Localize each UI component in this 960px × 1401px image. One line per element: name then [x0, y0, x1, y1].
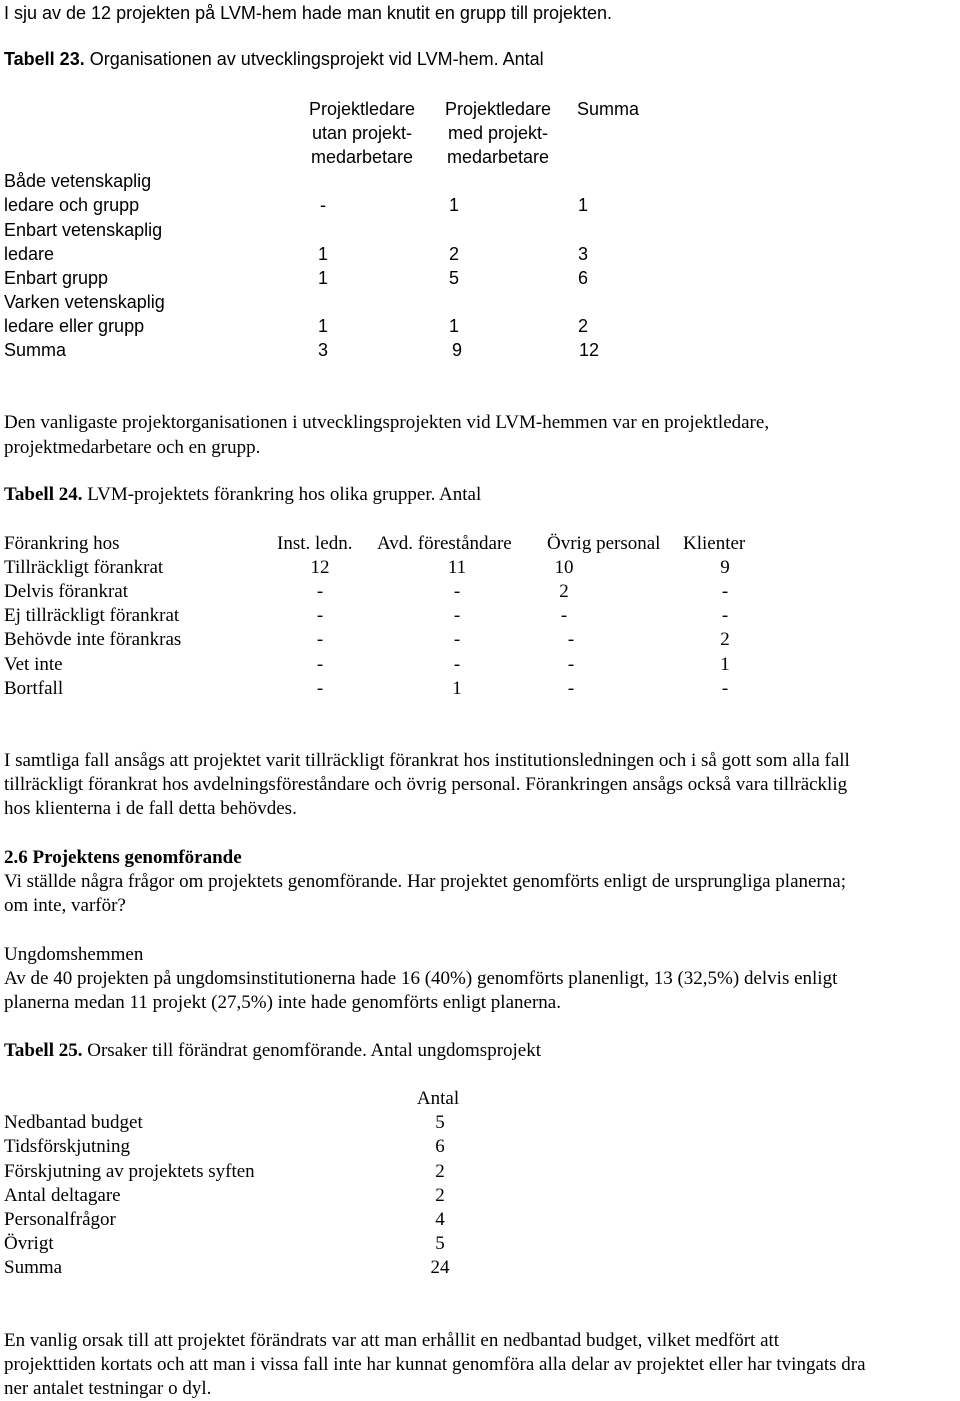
table23-row3-v2: 5	[448, 268, 459, 288]
para1-line1: Den vanligaste projektorganisationen i utvecklingsprojekten vid LVM-hemmen var en projektledare,	[4, 412, 770, 433]
table23-row2-v3: 3	[577, 244, 588, 264]
table24-row1-v2: 11	[447, 557, 467, 578]
table25-row1-label: Nedbantad budget	[4, 1112, 143, 1133]
subsection-line2: planerna medan 11 projekt (27,5%) inte hade genomförts enligt planerna.	[4, 992, 561, 1013]
table24-row4-label: Behövde inte förankras	[4, 629, 182, 650]
table24-label: Tabell 24.	[4, 484, 83, 505]
table24-row2-label: Delvis förankrat	[4, 581, 128, 602]
table24-row6-v1: -	[316, 678, 324, 699]
table23-row1-v3: 1	[577, 195, 588, 215]
table24-row5-v4: 1	[720, 654, 730, 675]
table25-header: Antal	[416, 1088, 460, 1109]
table24-header-0: Förankring hos	[4, 533, 120, 554]
table25-row7-label: Summa	[4, 1257, 63, 1278]
table24-header-2: Avd. föreståndare	[377, 533, 512, 554]
table24-title: LVM-projektets förankring hos olika grupper. Antal	[87, 484, 482, 505]
table23-row5-v1: 3	[317, 340, 328, 360]
table23-row4-v3: 2	[577, 316, 588, 336]
table23-row1-label1: Både vetenskaplig	[4, 171, 152, 191]
table23-row2-label1: Enbart vetenskaplig	[4, 220, 163, 240]
table23-col1-line2: utan projekt-	[311, 123, 413, 143]
table24-row2-v4: -	[721, 581, 729, 602]
table23-unit: Antal	[502, 49, 544, 69]
table24-row6-v3: -	[567, 678, 575, 699]
table23-row5-v3: 12	[578, 340, 600, 360]
table24-row2-v3: 2	[559, 581, 569, 602]
table24-row6-v4: -	[721, 678, 729, 699]
table25-row7-v: 24	[430, 1257, 450, 1278]
para2-line3: hos klienterna i de fall detta behövdes.	[4, 798, 297, 819]
table23-col1-line1: Projektledare	[308, 99, 416, 119]
para1-line2: projektmedarbetare och en grupp.	[4, 437, 261, 458]
table23-row2-v1: 1	[317, 244, 328, 264]
table23-row3-v3: 6	[577, 268, 588, 288]
table24-row5-v3: -	[567, 654, 575, 675]
table24-row5-label: Vet inte	[4, 654, 63, 675]
section-heading: 2.6 Projektens genomförande	[4, 847, 242, 868]
table23-col2-line2: med projekt-	[447, 123, 549, 143]
table24-row1-v4: 9	[720, 557, 730, 578]
subsection-heading: Ungdomshemmen	[4, 944, 144, 965]
para2-line2: tillräckligt förankrat hos avdelningsföreståndare och övrig personal. Förankringen ansågs också vara tillräcklig	[4, 774, 848, 795]
table24-row3-v2: -	[453, 605, 461, 626]
table25-row4-label: Antal deltagare	[4, 1185, 121, 1206]
table23-row1-v2: 1	[448, 195, 459, 215]
table24-header-3: Övrig personal	[547, 533, 661, 554]
subsection-line1: Av de 40 projekten på ungdomsinstitutionerna hade 16 (40%) genomförts planenligt, 13 (32,5%) delvis enligt	[4, 968, 838, 989]
table25-row2-label: Tidsförskjutning	[4, 1136, 130, 1157]
table23-row2-v2: 2	[448, 244, 459, 264]
table24-row5-v1: -	[316, 654, 324, 675]
table25-caption	[4, 1039, 541, 1063]
table24-row3-label: Ej tillräckligt förankrat	[4, 605, 180, 626]
table23-row2-label2: ledare	[4, 244, 55, 264]
table24-row3-v3: -	[560, 605, 568, 626]
para3-line3: ner antalet testningar o dyl.	[4, 1378, 212, 1399]
table24-row1-v3: 10	[554, 557, 574, 578]
table23-row3-v1: 1	[317, 268, 328, 288]
table25-row1-v: 5	[435, 1112, 445, 1133]
table24-row6-label: Bortfall	[4, 678, 64, 699]
table23-row5-label: Summa	[4, 340, 67, 360]
table24-header-4: Klienter	[683, 533, 746, 554]
table25-label: Tabell 25.	[4, 1040, 83, 1061]
para3-line2: projekttiden kortats och att man i vissa fall inte har kunnat genomföra alla delar av projektet eller har tvingats dra	[4, 1354, 866, 1375]
table24-row2-v1: -	[316, 581, 324, 602]
para3-line1: En vanlig orsak till att projektet förändrats var att man erhållit en nedbantad budget, vilket medfört att	[4, 1330, 780, 1351]
table25-row3-v: 2	[435, 1161, 445, 1182]
table25-row3-label: Förskjutning av projektets syften	[4, 1161, 255, 1182]
table24-row4-v2: -	[453, 629, 461, 650]
table24-row5-v2: -	[453, 654, 461, 675]
table23-row4-v2: 1	[448, 316, 459, 336]
table23-col1-line3: medarbetare	[310, 147, 414, 167]
table24-caption	[4, 483, 481, 507]
table24-row1-label: Tillräckligt förankrat	[4, 557, 164, 578]
table24-row6-v2: 1	[452, 678, 462, 699]
table24-row3-v1: -	[316, 605, 324, 626]
table23-caption	[4, 47, 544, 71]
table24-header-1: Inst. ledn.	[277, 533, 353, 554]
table23-label: Tabell 23.	[4, 49, 85, 69]
table24-row4-v4: 2	[720, 629, 730, 650]
table23-row4-v1: 1	[317, 316, 328, 336]
table23-col2-line3: medarbetare	[446, 147, 550, 167]
table25-row4-v: 2	[435, 1185, 445, 1206]
table25-row2-v: 6	[435, 1136, 445, 1157]
table25-row5-label: Personalfrågor	[4, 1209, 116, 1230]
table24-row1-v1: 12	[310, 557, 330, 578]
table23-col2-line1: Projektledare	[444, 99, 552, 119]
para2-line1: I samtliga fall ansågs att projektet varit tillräckligt förankrat hos institutionsledningen och i så gott som alla fall	[4, 750, 850, 771]
table23-row1-v1: -	[320, 195, 326, 215]
table23-title: Organisationen av utvecklingsprojekt vid LVM-hem.	[89, 49, 499, 69]
table24-row3-v4: -	[721, 605, 729, 626]
table25-row6-label: Övrigt	[4, 1233, 54, 1254]
table23-row3-label: Enbart grupp	[4, 268, 109, 288]
table23-row4-label1: Varken vetenskaplig	[4, 292, 165, 312]
table25-row6-v: 5	[435, 1233, 445, 1254]
section-line1: Vi ställde några frågor om projektets genomförande. Har projektet genomförts enligt de ursprungliga planerna;	[4, 871, 846, 892]
table25-title: Orsaker till förändrat genomförande. Antal ungdomsprojekt	[87, 1040, 542, 1061]
table23-row1-label2: ledare och grupp	[4, 195, 140, 215]
table24-row2-v2: -	[453, 581, 461, 602]
table23-row5-v2: 9	[451, 340, 462, 360]
intro-text: I sju av de 12 projekten på LVM-hem hade man knutit en grupp till projekten.	[4, 3, 613, 23]
table24-row4-v1: -	[316, 629, 324, 650]
table23-col3-header: Summa	[576, 99, 639, 119]
section-line2: om inte, varför?	[4, 895, 126, 916]
table25-row5-v: 4	[435, 1209, 445, 1230]
table23-row4-label2: ledare eller grupp	[4, 316, 145, 336]
table24-row4-v3: -	[567, 629, 575, 650]
